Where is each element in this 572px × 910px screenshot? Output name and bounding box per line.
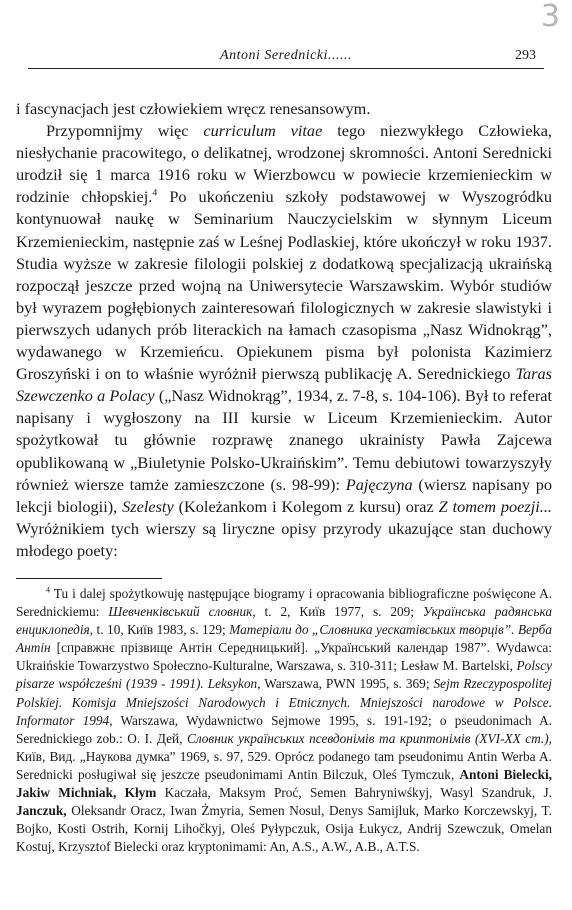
footnote-text: , t. 10, Київ 1983, s. 129; [89,622,230,638]
main-body-text [16,98,552,562]
footnote-italic: Українська радянська енциклопедія [16,604,552,638]
italic-title: Z tomem poezji... [438,496,553,516]
page-corner-mark: 3 [540,0,560,34]
footnote-text: Київ, Вид. „Наукова думка” 1969, s. 97, 529. Oprócz podanego tam pseudonimu Antin Werba A. Serednicki posługiwał się jeszcze pseudonimami Antin Bilczuk, Oleś Tymczuk, [16,748,552,782]
footnote-text: , Warszawa, PWN 1995, s. 369; [257,676,434,692]
text-run: Wyróżnikiem tych wierszy są liryczne opisy przyrody ukazujące stan duchowy młodego poety: [16,518,552,560]
footnote-italic: Sejm Rzeczypospolitej Polskiej. Komisja Mniejszości Narodowych i Etnicznych. Mniejszości narodowe w Polsce. Informator 1994 [16,676,553,728]
footnote-italic: Словник українських псевдонімів та криптонімів (XVI-XX ст.), [186,730,552,746]
italic-title: Pajęczyna [345,474,413,494]
italic-title: Taras Szewczenko a Polacy [16,364,552,406]
footnote-4 [16,585,552,856]
footnote-italic: Шевченківський словник [108,604,253,620]
italic-title: Szelesty [122,496,174,516]
footnote-bold: Janczuk, [16,803,67,819]
footnote-text: Oleksandr Oracz, Iwan Żmyria, Semen Nosul, Denys Samijluk, Marko Korczewskyj, T. Bojko, Kosti Ostrih, Kornij Lihočkyj, Oleś Pyłypczuk, Osija Łukycz, Andrij Szewczuk, Omelan Kostuj, Krzysztof Bielecki oraz kryptonimami: An, A.S., A.W., A.B., A.T.S. [16,803,552,855]
footnote-number: 4 [46,585,50,595]
text-run: („Nasz Widnokrąg”, 1934, z. 7-8, s. 104-106). Był to referat napisany i wygłoszony na III kursie w Liceum Krzemienieckim. Autor spożytkował tu głównie rozprawę znanego ukrainisty Pawła Zajcewa opublikowaną w „Biuletynie Polsko-Ukraińskim”. Temu debiutowi towarzyszyły również wiersze tamże zamieszczone (s. 98-99): [16,386,553,494]
footnote [16,585,552,856]
text-run: Po ukończeniu szkoły podstawowej w Wyszogródku kontynuował naukę w Seminarium Nauczycielskim w słynnym Liceum Krzemienieckim, następnie zaś w Leśnej Podlaskiej, które ukończył w roku 1937. Studia wyższe w zakresie filologii polskiej z dodatkową specjalizacją ukraińską rozpoczął jeszcze przed wojną na Uniwersytecie Warszawskim. Wybór studiów był wyrazem pogłębionych zainteresowań filologicznych w zakresie slawistyki i pierwszych udanych prób literackich na łamach czasopisma „Nasz Widnokrąg”, wydawanego w Krzemieńcu. Opiekunem pisma był polonista Kazimierz Groszyński i on to właśnie wyróżnił pierwszą publikację A. Serednickiego [16,187,553,384]
footnote-text: , t. 2, Київ 1977, s. 209; [252,604,423,620]
footnote-reference: 4 [152,187,158,199]
footnote-text: , Warszawa, Wydawnictwo Sejmowe 1995, s. 191-192; o pseudonimach A. Serednickiego zob.: O. I. Дей, [16,712,552,746]
text-run: (Koleżankom i Kolegom z kursu) oraz [173,496,439,516]
footnote-text: Kaczała, Maksym Proć, Semen Bahryniwśkyj, Wasyl Szandruk, J. [156,785,552,801]
text-run: Przypomnijmy więc [46,121,204,141]
running-head-title: Antoni Serednicki...... [220,48,352,63]
paragraph-2 [16,120,552,562]
text-run: (wiersz napisany po lekcji biologii), [16,474,553,516]
running-head [30,48,542,66]
page-number: 293 [515,48,536,63]
footnote-text: [справжнє прізвище Антін Середницький]. „Український календар 1987”. Wydawca: Ukraińskie Towarzystwo Społeczno-Kulturalne, Warszawa, s. 310-311; Lesław M. Bartelski, [16,640,552,674]
footnote-italic: Матеріали до „Словника уескатівських творців”. Верба Антін [16,622,552,656]
header-rule [28,68,544,69]
footnote-separator [16,578,162,579]
footnote-bold: Antoni Bielecki, Jakiw Michniak, Kłym [16,766,552,801]
footnote-text: Tu i dalej spożytkowuję następujące biogramy i opracowania bibliograficzne poświęcone A. Serednickiemu: [16,586,552,620]
footnote-italic: Polscy pisarze współcześni (1939 - 1991). Leksykon [16,658,552,692]
italic-phrase: curriculum vitae [203,121,323,141]
paragraph-1: i fascynacjach jest człowiekiem wręcz renesansowym. [16,99,371,118]
text-run: tego niezwykłego Człowieka, niesłychanie pracowitego, o delikatnej, wrodzonej skromności. Antoni Serednicki urodził się 1 marca 1916 roku w Wierzbowcu w powiecie krzemienieckim w rodzinie chłopskiej. [16,121,552,207]
